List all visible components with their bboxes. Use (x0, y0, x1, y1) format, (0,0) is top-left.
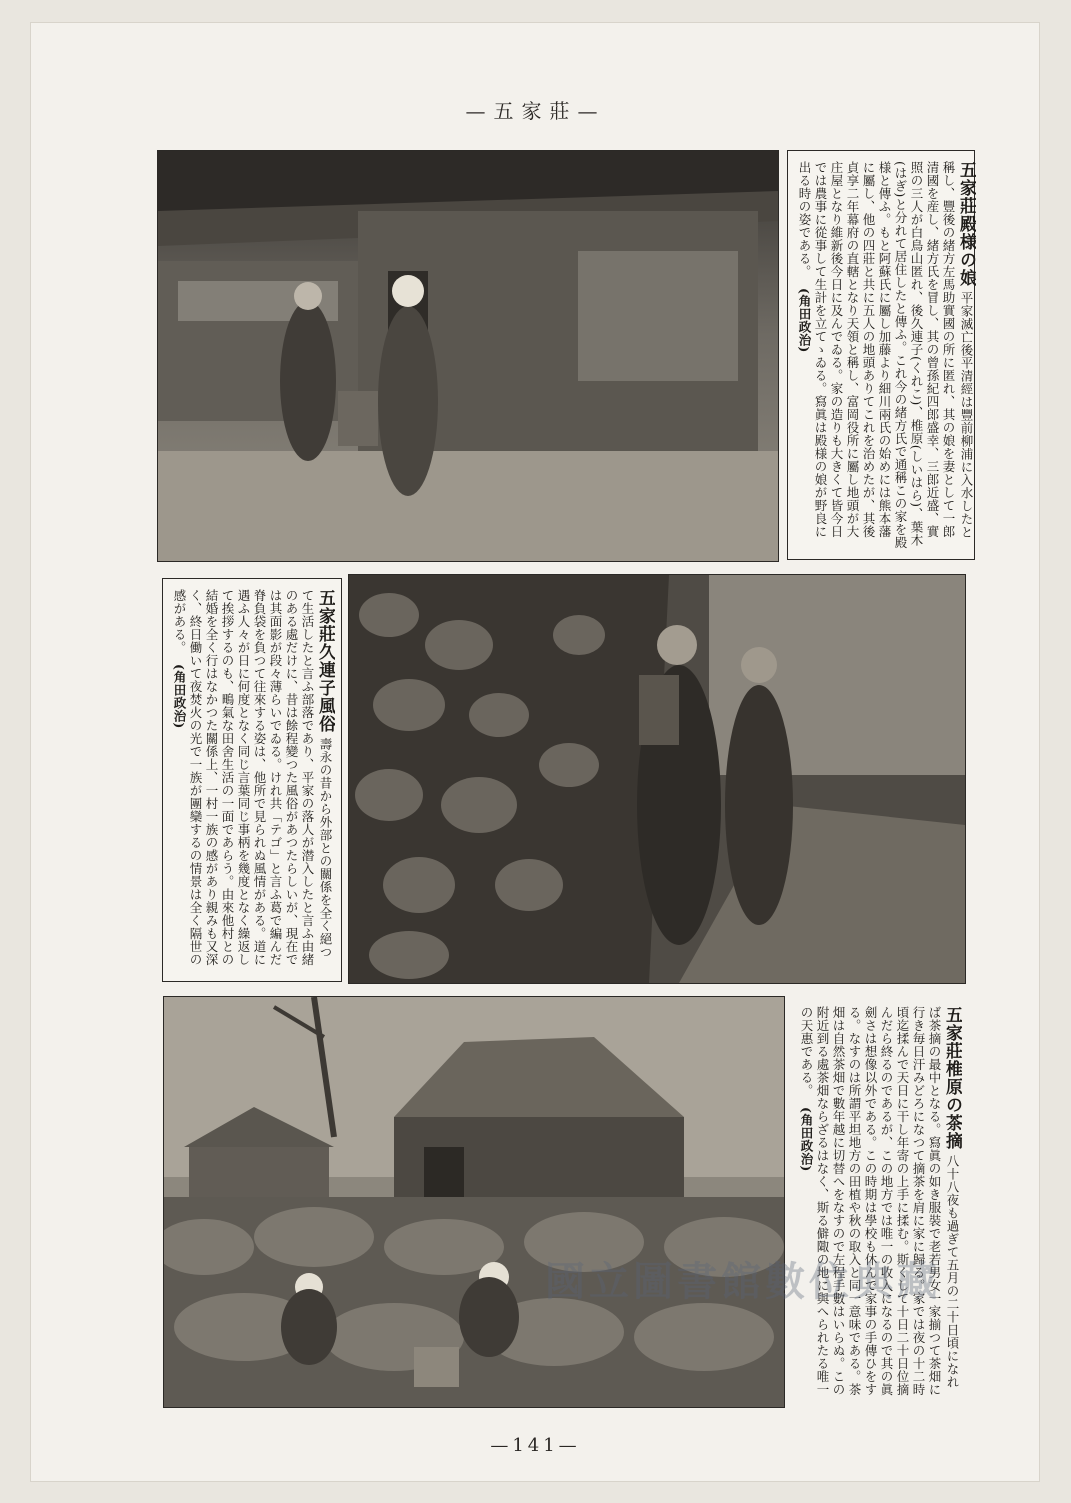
photo-tea-picking (163, 996, 785, 1408)
caption-kureko-customs (162, 578, 342, 982)
caption-tea-picking (790, 996, 975, 1406)
caption-title: 五家莊殿様の娘 (956, 161, 976, 287)
caption-credit: (角田政治) (797, 288, 812, 354)
caption-credit: (角田政治) (799, 1107, 814, 1173)
photo-princess-daughter (157, 150, 779, 562)
caption-body: 平家滅亡後平清經は豐前柳浦に入水したと稱し、豐後の緒方左馬助實國の所に匿れ、其の娘を妻として一郎清國を産し、緒方氏を冒し、其の曾孫紀四郎盛幸、三郎近盛、實照の三人が白鳥山匿れ、後久連子(くれこ)、椎原(しいはら)、葉木(はぎ)と分れて居住したと傳ふ。これ今の緒方氏で通稱この家を殿様と傳ふ。もと阿蘇氏に屬し加藤より細川兩氏の始めには熊本藩に屬し、他の四莊と共に五人の地頭ありてこれを治めたが、其後貞享二年幕府の直轄となり天領と稱し、富岡役所に屬し地頭が大庄屋となり維新後今日に及んでゐる。家の造りも大きくて皆今日では農事に從事して生計を立てゝゐる。寫眞は殿様の娘が野良に出る時の姿である。 (797, 161, 974, 549)
caption-princess-daughter (787, 150, 975, 560)
page-number: —141— (490, 1435, 581, 1456)
library-watermark: 國立圖書館數位典藏 (545, 1258, 941, 1305)
photo-kureko-customs (348, 574, 966, 984)
caption-credit: (角田政治) (172, 664, 187, 730)
caption-body: 壽永の昔から外部との關係を全く絕つて生活したと言ふ部落であり、平家の落人が潜入したと言ふ由緒のある處だけに、昔は餘程變つた風俗があつたらしいが、現在では其面影が段々薄らいでゐる。けれ共「テゴ」と言ふ葛で編んだ脊負袋を負つて往來する姿は、他所で見られぬ風情がある。道に遇ふ人々が日に何度となく同じ言葉同じ事柄を幾度となく繰返して挨拶するのも、鴫氣な田舍生活の一面であらう。由來他村との結婚を全く行はなかつた關係上、一村一族の感があり親みも又深く、終日働いて夜焚火の光で一族が團欒するの情景は全く隔世の感がある。 (172, 589, 333, 966)
page-header: —五家莊— (465, 99, 606, 123)
caption-body: 八十八夜も過ぎて五月の二十日頃になれば茶摘の最中となる。寫眞の如き服裝で老若男女一家揃つて茶畑に行き毎日汗みどろになつて摘茶を肩に家に歸る。家では夜の十二時頃迄揉んで天日に干し年寄の上手に揉む。斯くして十日二十日位摘んだら終るのであるが、この地方では唯一の收入になるので其の眞劍さは想像以外である。この時期は學校も休んで家事の手傳ひをする。なすのは所謂平坦地方の田植や秋の取入と同一意味である。茶畑は自然茶畑で數年越に切替へをなすので左程手數はいらぬ。この附近到る處茶畑ならざるはなく、斯る僻陬の地に與へられたる唯一の天惠である。 (799, 1006, 960, 1396)
caption-title: 五家莊椎原の茶摘 (942, 1006, 962, 1150)
caption-title: 五家莊久連子風俗 (315, 589, 335, 733)
